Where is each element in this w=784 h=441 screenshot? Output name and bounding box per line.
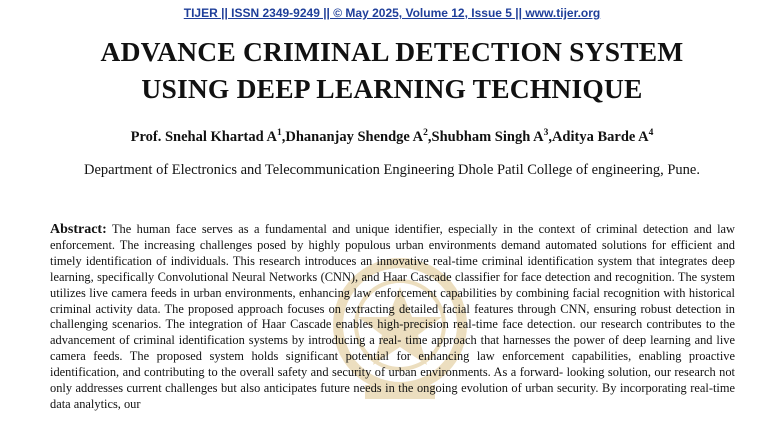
abstract-text: The human face serves as a fundamental and unique identifier, especially in the context of criminal detection and law enforcement. The increasing challenges posed by highly populous urban environments demand automated solutions for efficient and timely identification of individuals. This research introduces an innovative real-time criminal identification system that integrates deep learning, specifically Convolutional Neural Networks (CNN), and Haar Cascade classifier for face detection and recognition. The system utilizes live camera feeds in urban environments, enhancing law enforcement capabilities by combining facial recognition with historical criminal activity data. The proposed approach focuses on extracting detailed facial features through CNN, ensuring robust detection in challenging scenarios. The integration of Haar Cascade enables high-precision real-time face detection. our research contributes to the advancement of criminal identification systems by introducing a real- time approach that harnesses the power of deep learning and live camera feeds. The proposed system holds significant potential for enhancing law enforcement capabilities, enabling proactive identification, and contributing to the overall safety and security of urban environments. As a forward- looking solution, our research not only addresses current challenges but also anticipates future needs in the ongoing evolution of urban security. By incorporating real-time data analytics, our [50, 222, 735, 411]
author-4: Aditya Barde $A^4$ [551, 128, 654, 145]
title-line-1: ADVANCE CRIMINAL DETECTION SYSTEM [100, 36, 684, 67]
affiliation: Department of Electronics and Telecommunication Engineering Dhole Patil College of engineering, Pune. [84, 162, 700, 178]
author-1: Prof. Snehal Khartad $A^1$ [130, 128, 282, 145]
author-2: Dhananjay Shendge $A^2$ [285, 128, 428, 145]
title-line-2: USING DEEP LEARNING TECHNIQUE [141, 73, 643, 104]
abstract-label: Abstract: [50, 222, 107, 237]
author-3: Shubham Singh $A^3$ [431, 128, 549, 145]
author-list: Prof. Snehal Khartad $A^1,Dhananjay$ Shendge $A^2,Shubham$ Singh $A^3,Aditya$ Barde $A^4$ [130, 128, 654, 145]
paper-title [0, 33, 784, 107]
abstract-paragraph [50, 222, 735, 413]
journal-header-link[interactable]: TIJER || ISSN 2349-9249 || © May 2025, Volume 12, Issue 5 || www.tijer.org [183, 6, 601, 20]
